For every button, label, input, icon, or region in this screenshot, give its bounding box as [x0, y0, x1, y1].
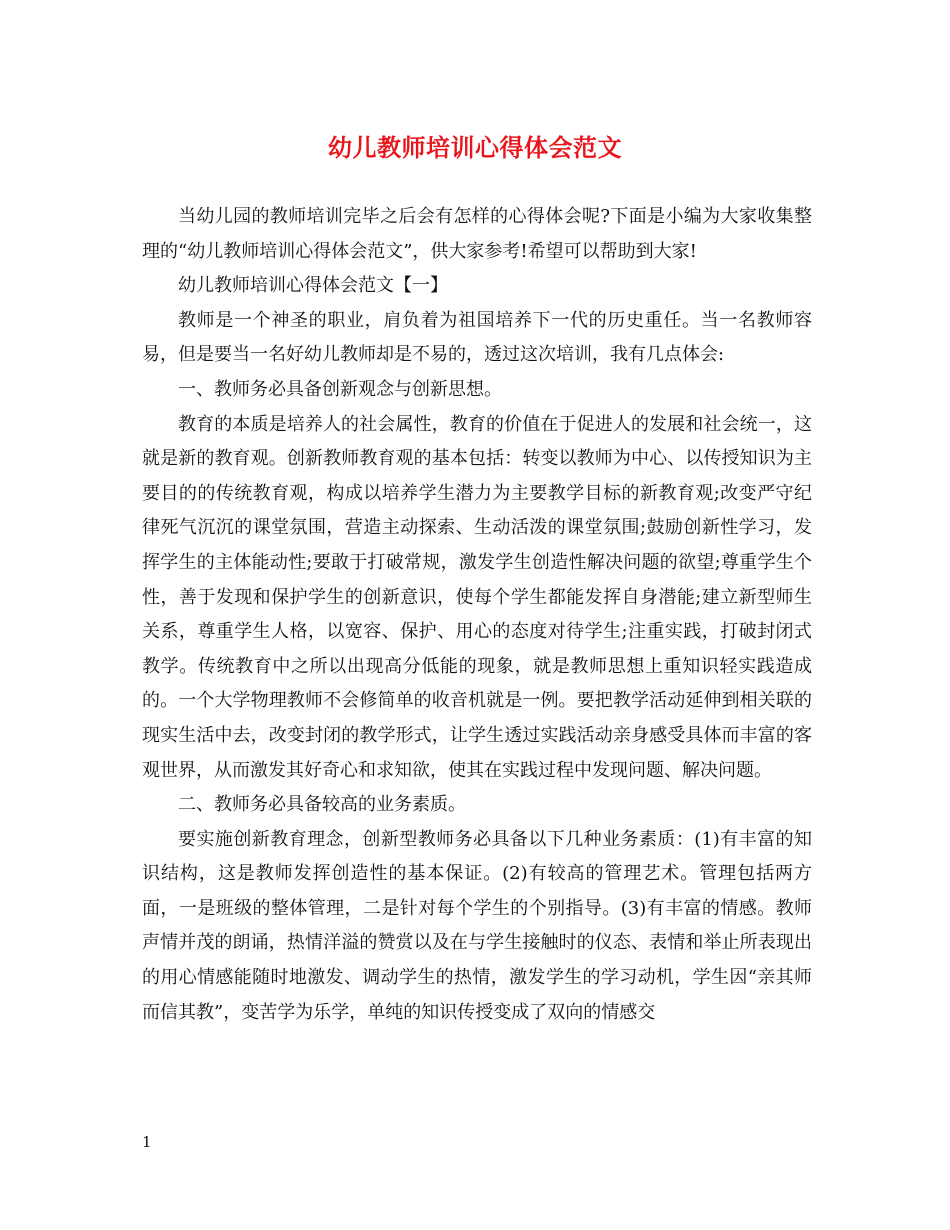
- paragraph-teacher-role: 教师是一个神圣的职业，肩负着为祖国培养下一代的历史重任。当一名教师容易，但是要当一名好幼儿教师却是不易的，透过这次培训，我有几点体会:: [142, 309, 812, 366]
- paragraph-intro: 当幼儿园的教师培训完毕之后会有怎样的心得体会呢?下面是小编为大家收集整理的“幼儿教师培训心得体会范文”，供大家参考!希望可以帮助到大家!: [142, 206, 812, 262]
- document-title: 幼儿教师培训心得体会范文: [328, 133, 622, 162]
- document-body: [142, 200, 812, 1030]
- paragraph-point-two: 二、教师务必具备较高的业务素质。: [178, 794, 466, 816]
- paragraph-section-heading: 幼儿教师培训心得体会范文【一】: [178, 275, 448, 297]
- page-number: 1: [142, 1133, 152, 1151]
- paragraph-point-one: 一、教师务必具备创新观念与创新思想。: [178, 378, 502, 400]
- paragraph-business-quality: 要实施创新教育理念，创新型教师务必具备以下几种业务素质：(1)有丰富的知识结构，这是教师发挥创造性的基本保证。(2)有较高的管理艺术。管理包括两方面，一是班级的整体管理，二是针对每个学生的个别指导。(3)有丰富的情感。教师声情并茂的朗诵，热情洋溢的赞赏以及在与学生接触时的仪态、表情和举止所表现出的用心情感能随时地激发、调动学生的热情，激发学生的学习动机，学生因“亲其师而信其教”，变苦学为乐学，单纯的知识传授变成了双向的情感交: [142, 828, 812, 1023]
- paragraph-education-view: 教育的本质是培养人的社会属性，教育的价值在于促进人的发展和社会统一，这就是新的教育观。创新教师教育观的基本包括：转变以教师为中心、以传授知识为主要目的的传统教育观，构成以培养学生潜力为主要教学目标的新教育观;改变严守纪律死气沉沉的课堂氛围，营造主动探索、生动活泼的课堂氛围;鼓励创新性学习，发挥学生的主体能动性;要敢于打破常规，激发学生创造性解决问题的欲望;尊重学生个性，善于发现和保护学生的创新意识，使每个学生都能发挥自身潜能;建立新型师生关系，尊重学生人格，以宽容、保护、用心的态度对待学生;注重实践，打破封闭式教学。传统教育中之所以出现高分低能的现象，就是教师思想上重知识轻实践造成的。一个大学物理教师不会修简单的收音机就是一例。要把教学活动延伸到相关联的现实生活中去，改变封闭的教学形式，让学生透过实践活动亲身感受具体而丰富的客观世界，从而激发其好奇心和求知欲，使其在实践过程中发现问题、解决问题。: [142, 413, 812, 781]
